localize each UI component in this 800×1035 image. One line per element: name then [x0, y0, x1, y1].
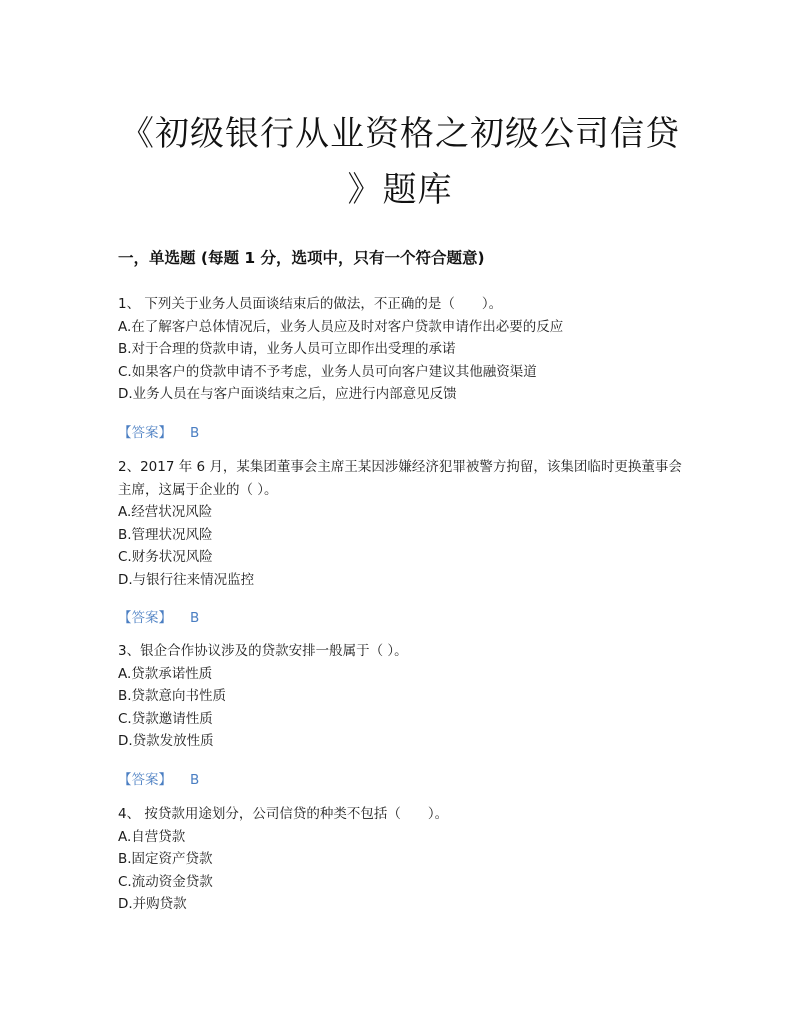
option-a: A.经营状况风险	[118, 504, 213, 520]
question-stem: 3、银企合作协议涉及的贷款安排一般属于（ ）。	[118, 643, 408, 659]
answer-line-3	[118, 768, 199, 788]
answer-value: B	[190, 425, 200, 441]
question-stem: 1、 下列关于业务人员面谈结束后的做法，不正确的是（ ）。	[118, 296, 503, 312]
option-c: C.如果客户的贷款申请不予考虑，业务人员可向客户建议其他融资渠道	[118, 363, 537, 380]
option-d: D.业务人员在与客户面谈结束之后，应进行内部意见反馈	[118, 386, 457, 402]
section-heading: 一，单选题 (每题 1 分，选项中，只有一个符合题意)	[118, 249, 485, 267]
option-b: B.固定资产贷款	[118, 851, 213, 867]
option-b: B.对于合理的贷款申请，业务人员可立即作出受理的承诺	[118, 341, 456, 357]
option-a: A.贷款承诺性质	[118, 665, 213, 682]
answer-line-1	[118, 421, 199, 441]
title-line-2: 》题库	[347, 170, 453, 210]
option-a: A.自营贷款	[118, 828, 186, 845]
answer-value: B	[190, 610, 200, 626]
answer-value: B	[190, 772, 200, 788]
question-3	[118, 640, 684, 753]
answer-line-2	[118, 606, 199, 626]
option-c: C.贷款邀请性质	[118, 710, 213, 727]
document-title	[100, 106, 700, 218]
option-d: D.与银行往来情况监控	[118, 571, 255, 588]
question-2	[118, 456, 684, 591]
answer-label: 【答案】	[118, 425, 172, 441]
question-stem: 4、 按贷款用途划分，公司信贷的种类不包括（ ）。	[118, 806, 449, 822]
question-4	[118, 803, 684, 916]
option-d: D.并购贷款	[118, 896, 187, 912]
answer-label: 【答案】	[118, 772, 172, 788]
option-a: A.在了解客户总体情况后，业务人员应及时对客户贷款申请作出必要的反应	[118, 318, 564, 335]
option-d: D.贷款发放性质	[118, 733, 214, 749]
option-b: B.管理状况风险	[118, 526, 213, 543]
option-c: C.流动资金贷款	[118, 873, 213, 890]
question-1	[118, 293, 684, 406]
option-b: B.贷款意向书性质	[118, 688, 227, 704]
answer-label: 【答案】	[118, 610, 172, 626]
question-stem: 2、2017 年 6 月，某集团董事会主席王某因涉嫌经济犯罪被警方拘留，该集团临时更换董事会主席，这属于企业的（ ）。	[118, 459, 682, 498]
option-c: C.财务状况风险	[118, 549, 213, 565]
title-line-1: 《初级银行从业资格之初级公司信贷	[120, 114, 680, 154]
